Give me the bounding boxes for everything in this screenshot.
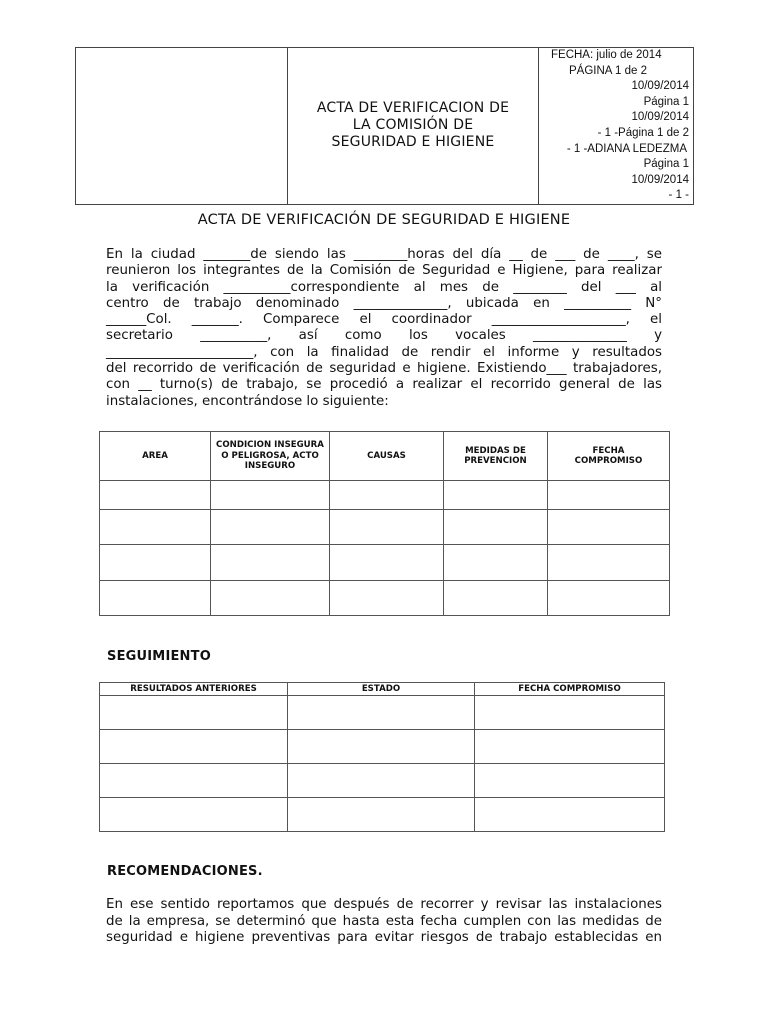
meta-page: PÁGINA 1 de 2: [569, 64, 647, 77]
meta-line: Página 1: [643, 158, 689, 171]
paragraph-line: seguridad e higiene preventivas para evitar riesgos de trabajo establecidas en: [106, 930, 662, 945]
paragraph-line: con __ turno(s) de trabajo, se procedió a realizar el recorrido general de las: [106, 377, 662, 393]
table-cell[interactable]: [330, 510, 444, 545]
paragraph-line: ______Col. _______. Comparece el coordinador ____________________, el: [106, 312, 662, 328]
table-cell[interactable]: [288, 696, 475, 730]
table-cell[interactable]: [100, 730, 288, 764]
table-cell[interactable]: [100, 481, 211, 510]
table-cell[interactable]: [330, 545, 444, 581]
column-header: RESULTADOS ANTERIORES: [100, 683, 288, 696]
table-header-row: [100, 432, 670, 481]
paragraph-line: ______________________, con la finalidad de rendir el informe y resultados: [106, 344, 662, 360]
table-cell[interactable]: [475, 764, 665, 798]
table-cell[interactable]: [548, 510, 670, 545]
table-cell[interactable]: [475, 696, 665, 730]
meta-line: - 1 -ADIANA LEDEZMA: [566, 142, 687, 155]
paragraph-line: En ese sentido reportamos que después de recorrer y revisar las instalaciones: [106, 897, 662, 912]
table-row: [100, 581, 670, 616]
recomendaciones-title: RECOMENDACIONES.: [107, 864, 263, 879]
meta-line: 10/09/2014: [631, 173, 689, 186]
header-title: [288, 48, 539, 205]
meta-line: Página 1: [643, 95, 689, 108]
seguimiento-table: [99, 682, 665, 832]
table-cell[interactable]: [100, 798, 288, 832]
meta-line: - 1 -Página 1 de 2: [597, 126, 689, 139]
paragraph-line: reunieron los integrantes de la Comisión de Seguridad e Higiene, para realizar: [106, 263, 662, 279]
table-row: [100, 510, 670, 545]
paragraph-line: la verificación __________correspondiente al mes de ________ del ___ al: [106, 279, 662, 295]
table-cell[interactable]: [475, 730, 665, 764]
table-cell[interactable]: [548, 581, 670, 616]
table-cell[interactable]: [548, 545, 670, 581]
table-row: [100, 764, 665, 798]
logo-cell: [76, 48, 288, 205]
column-header: FECHA COMPROMISO: [548, 432, 670, 481]
header-title-line: SEGURIDAD E HIGIENE: [331, 134, 495, 151]
column-header: FECHA COMPROMISO: [475, 683, 665, 696]
column-header: AREA: [100, 432, 211, 481]
header-title-line: LA COMISIÓN DE: [352, 117, 474, 134]
seguimiento-title: SEGUIMIENTO: [107, 649, 211, 664]
meta-line: 10/09/2014: [631, 80, 689, 93]
column-header: ESTADO: [288, 683, 475, 696]
recomendaciones-paragraph: [106, 897, 662, 947]
paragraph-line: del recorrido de verificación de seguridad e higiene. Existiendo___ trabajadores,: [106, 361, 662, 377]
intro-paragraph: [106, 247, 662, 410]
table-cell[interactable]: [475, 798, 665, 832]
paragraph-line: instalaciones, encontrándose lo siguiente:: [106, 393, 389, 409]
table-row: [100, 696, 665, 730]
table-cell[interactable]: [330, 581, 444, 616]
table-cell[interactable]: [100, 581, 211, 616]
table-cell[interactable]: [100, 696, 288, 730]
column-header: MEDIDAS DE PREVENCION: [444, 432, 548, 481]
header-title-line: ACTA DE VERIFICACION DE: [316, 100, 510, 117]
table-row: [100, 545, 670, 581]
table-cell[interactable]: [288, 798, 475, 832]
table-cell[interactable]: [444, 545, 548, 581]
paragraph-line: de la empresa, se determinó que hasta esta fecha cumplen con las medidas de: [106, 913, 662, 929]
table-cell[interactable]: [211, 481, 330, 510]
table-cell[interactable]: [288, 764, 475, 798]
column-header: CONDICION INSEGURA O PELIGROSA, ACTO INSEGURO: [211, 432, 330, 481]
table-cell[interactable]: [444, 481, 548, 510]
meta-line: 10/09/2014: [631, 111, 689, 124]
table-cell[interactable]: [444, 581, 548, 616]
table-cell[interactable]: [444, 510, 548, 545]
table-row: [100, 730, 665, 764]
paragraph-line: En la ciudad _______de siendo las ________horas del día __ de ___ de ____, se: [106, 247, 662, 262]
findings-table: [99, 431, 670, 616]
table-cell[interactable]: [548, 481, 670, 510]
table-header-row: [100, 683, 665, 696]
meta-line: - 1 -: [668, 189, 689, 202]
table-cell[interactable]: [100, 764, 288, 798]
meta-date: FECHA: julio de 2014: [551, 49, 662, 61]
document-title: ACTA DE VERIFICACIÓN DE SEGURIDAD E HIGIENE: [197, 212, 571, 228]
header-meta: [539, 48, 694, 205]
paragraph-line: centro de trabajo denominado ______________, ubicada en __________ N°: [106, 295, 662, 311]
table-cell[interactable]: [100, 545, 211, 581]
header-box: [75, 47, 694, 205]
table-cell[interactable]: [211, 510, 330, 545]
paragraph-line: secretario __________, así como los vocales ______________ y: [106, 328, 662, 344]
table-row: [100, 798, 665, 832]
table-cell[interactable]: [211, 581, 330, 616]
table-cell[interactable]: [288, 730, 475, 764]
table-cell[interactable]: [211, 545, 330, 581]
column-header: CAUSAS: [330, 432, 444, 481]
table-row: [100, 481, 670, 510]
table-cell[interactable]: [330, 481, 444, 510]
table-cell[interactable]: [100, 510, 211, 545]
